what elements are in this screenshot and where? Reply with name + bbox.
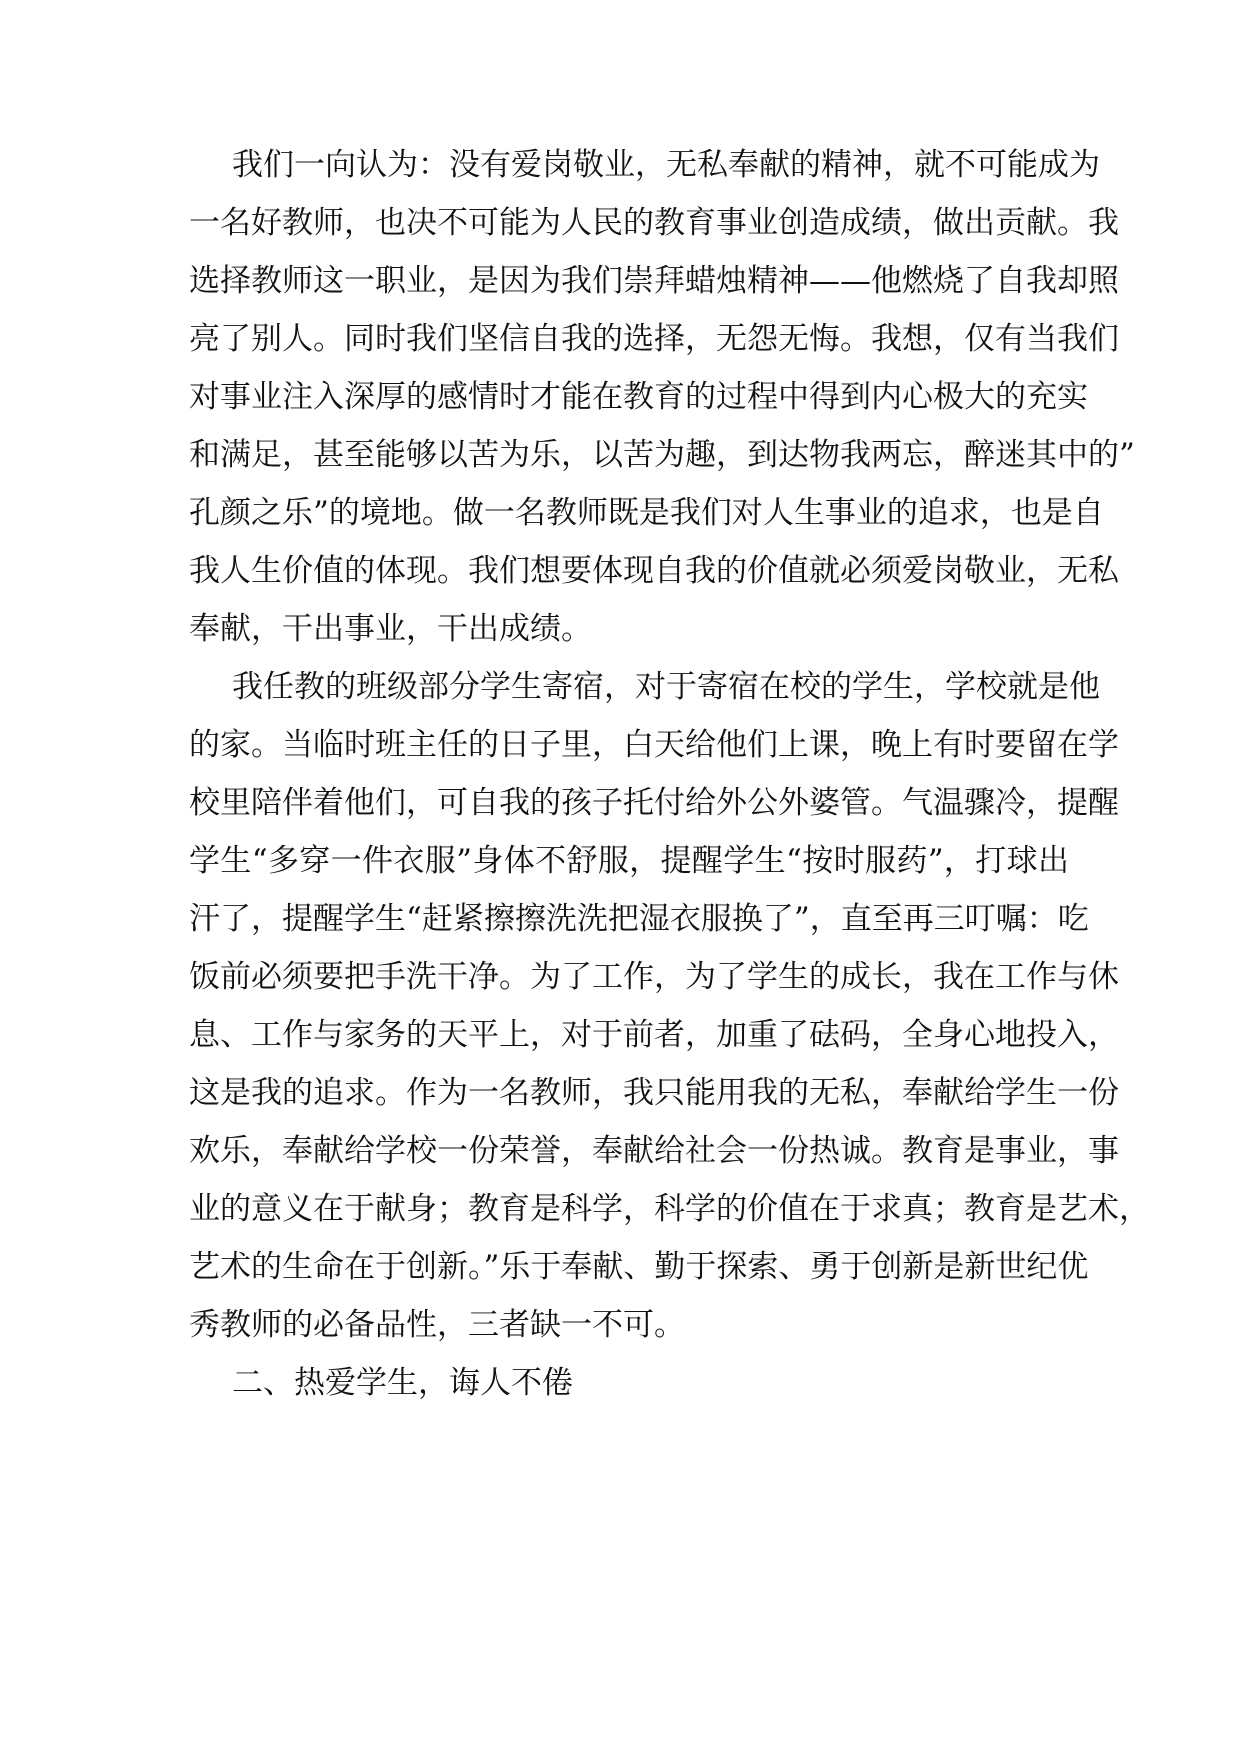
paragraph-2-line-10: 业的意义在于献身；教育是科学，科学的价值在于求真；教育是艺术， [189, 1191, 1150, 1227]
paragraph-2-line-3: 校里陪伴着他们，可自我的孩子托付给外公外婆管。气温骤冷，提醒 [189, 785, 1119, 821]
paragraph-2-line-6: 饭前必须要把手洗干净。为了工作，为了学生的成长，我在工作与休 [189, 959, 1119, 995]
paragraph-1-line-9: 奉献，干出事业，干出成绩。 [189, 611, 592, 647]
paragraph-2-line-11: 艺术的生命在于创新。”乐于奉献、勤于探索、勇于创新是新世纪优 [189, 1249, 1089, 1285]
paragraph-2-line-5: 汗了，提醒学生“赶紧擦擦洗洗把湿衣服换了”，直至再三叮嘱：吃 [189, 901, 1089, 937]
paragraph-2-line-1: 我任教的班级部分学生寄宿，对于寄宿在校的学生，学校就是他 [232, 669, 1100, 705]
paragraph-1-line-5: 对事业注入深厚的感情时才能在教育的过程中得到内心极大的充实 [189, 379, 1088, 415]
paragraph-2-line-8: 这是我的追求。作为一名教师，我只能用我的无私，奉献给学生一份 [189, 1075, 1119, 1111]
paragraph-2-line-2: 的家。当临时班主任的日子里，白天给他们上课，晚上有时要留在学 [189, 727, 1119, 763]
paragraph-2-line-9: 欢乐，奉献给学校一份荣誉，奉献给社会一份热诚。教育是事业，事 [189, 1133, 1119, 1169]
section-heading: 二、热爱学生，诲人不倦 [232, 1365, 573, 1401]
paragraph-1-line-6: 和满足，甚至能够以苦为乐，以苦为趣，到达物我两忘，醉迷其中的” [189, 437, 1135, 473]
paragraph-2-line-7: 息、工作与家务的天平上，对于前者，加重了砝码，全身心地投入， [189, 1017, 1119, 1053]
paragraph-1-line-7: 孔颜之乐”的境地。做一名教师既是我们对人生事业的追求，也是自 [189, 495, 1104, 531]
paragraph-1-line-3: 选择教师这一职业，是因为我们崇拜蜡烛精神——他燃烧了自我却照 [189, 263, 1119, 299]
paragraph-1-line-8: 我人生价值的体现。我们想要体现自我的价值就必须爱岗敬业，无私 [189, 553, 1119, 589]
paragraph-2-line-4: 学生“多穿一件衣服”身体不舒服，提醒学生“按时服药”，打球出 [189, 843, 1069, 879]
paragraph-1-line-1: 我们一向认为：没有爱岗敬业，无私奉献的精神，就不可能成为 [232, 147, 1100, 183]
paragraph-1-line-2: 一名好教师，也决不可能为人民的教育事业创造成绩，做出贡献。我 [189, 205, 1119, 241]
paragraph-1-line-4: 亮了别人。同时我们坚信自我的选择，无怨无悔。我想，仅有当我们 [189, 321, 1119, 357]
paragraph-2-line-12: 秀教师的必备品性，三者缺一不可。 [189, 1307, 685, 1343]
